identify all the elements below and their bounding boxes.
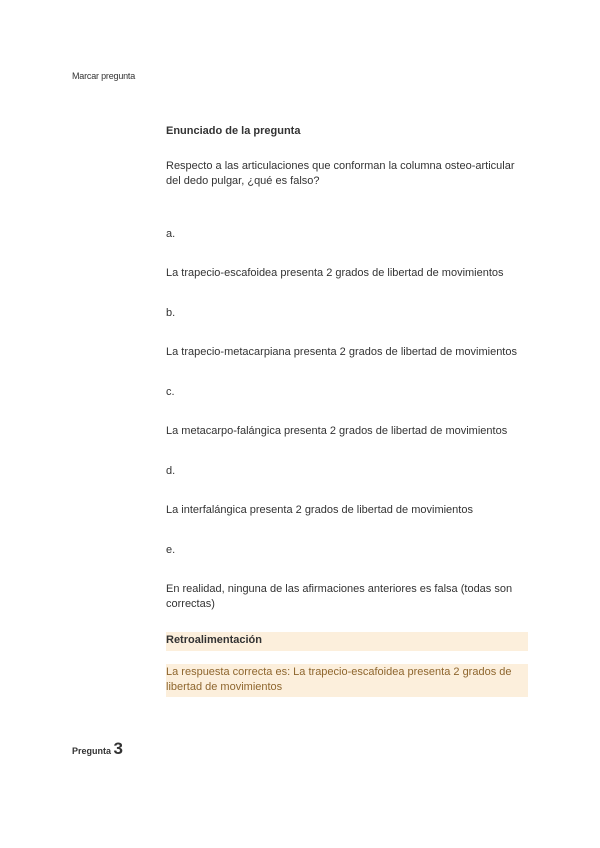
answer-option-e[interactable] xyxy=(166,543,528,612)
answer-option-d[interactable] xyxy=(166,464,528,518)
question-heading: Enunciado de la pregunta xyxy=(166,125,301,137)
answer-text: La metacarpo-falángica presenta 2 grados de libertad de movimientos xyxy=(166,425,508,437)
question-text: Respecto a las articulaciones que conforman la columna osteo-articular del dedo pulgar, ¿qué es falso? xyxy=(166,160,515,187)
answer-letter: e. xyxy=(166,544,176,556)
answer-list xyxy=(166,227,528,612)
answer-letter: b. xyxy=(166,307,176,319)
answer-letter: a. xyxy=(166,228,176,240)
answer-letter: c. xyxy=(166,386,175,398)
next-question-label xyxy=(72,739,123,759)
answer-option-c[interactable] xyxy=(166,385,528,439)
answer-letter: d. xyxy=(166,465,176,477)
answer-text: En realidad, ninguna de las afirmaciones anteriores es falsa (todas son correctas) xyxy=(166,583,513,610)
question-number: 3 xyxy=(113,739,123,758)
answer-text: La trapecio-escafoidea presenta 2 grados de libertad de movimientos xyxy=(166,267,504,279)
flag-question-link[interactable]: Marcar pregunta xyxy=(72,71,136,81)
feedback-heading: Retroalimentación xyxy=(166,632,528,651)
answer-option-b[interactable] xyxy=(166,306,528,360)
answer-option-a[interactable] xyxy=(166,227,528,281)
question-label: Pregunta xyxy=(72,746,112,756)
feedback-text: La respuesta correcta es: La trapecio-escafoidea presenta 2 grados de libertad de movimientos xyxy=(166,664,528,697)
answer-text: La interfalángica presenta 2 grados de libertad de movimientos xyxy=(166,504,473,516)
question-content xyxy=(166,124,528,697)
answer-text: La trapecio-metacarpiana presenta 2 grados de libertad de movimientos xyxy=(166,346,517,358)
